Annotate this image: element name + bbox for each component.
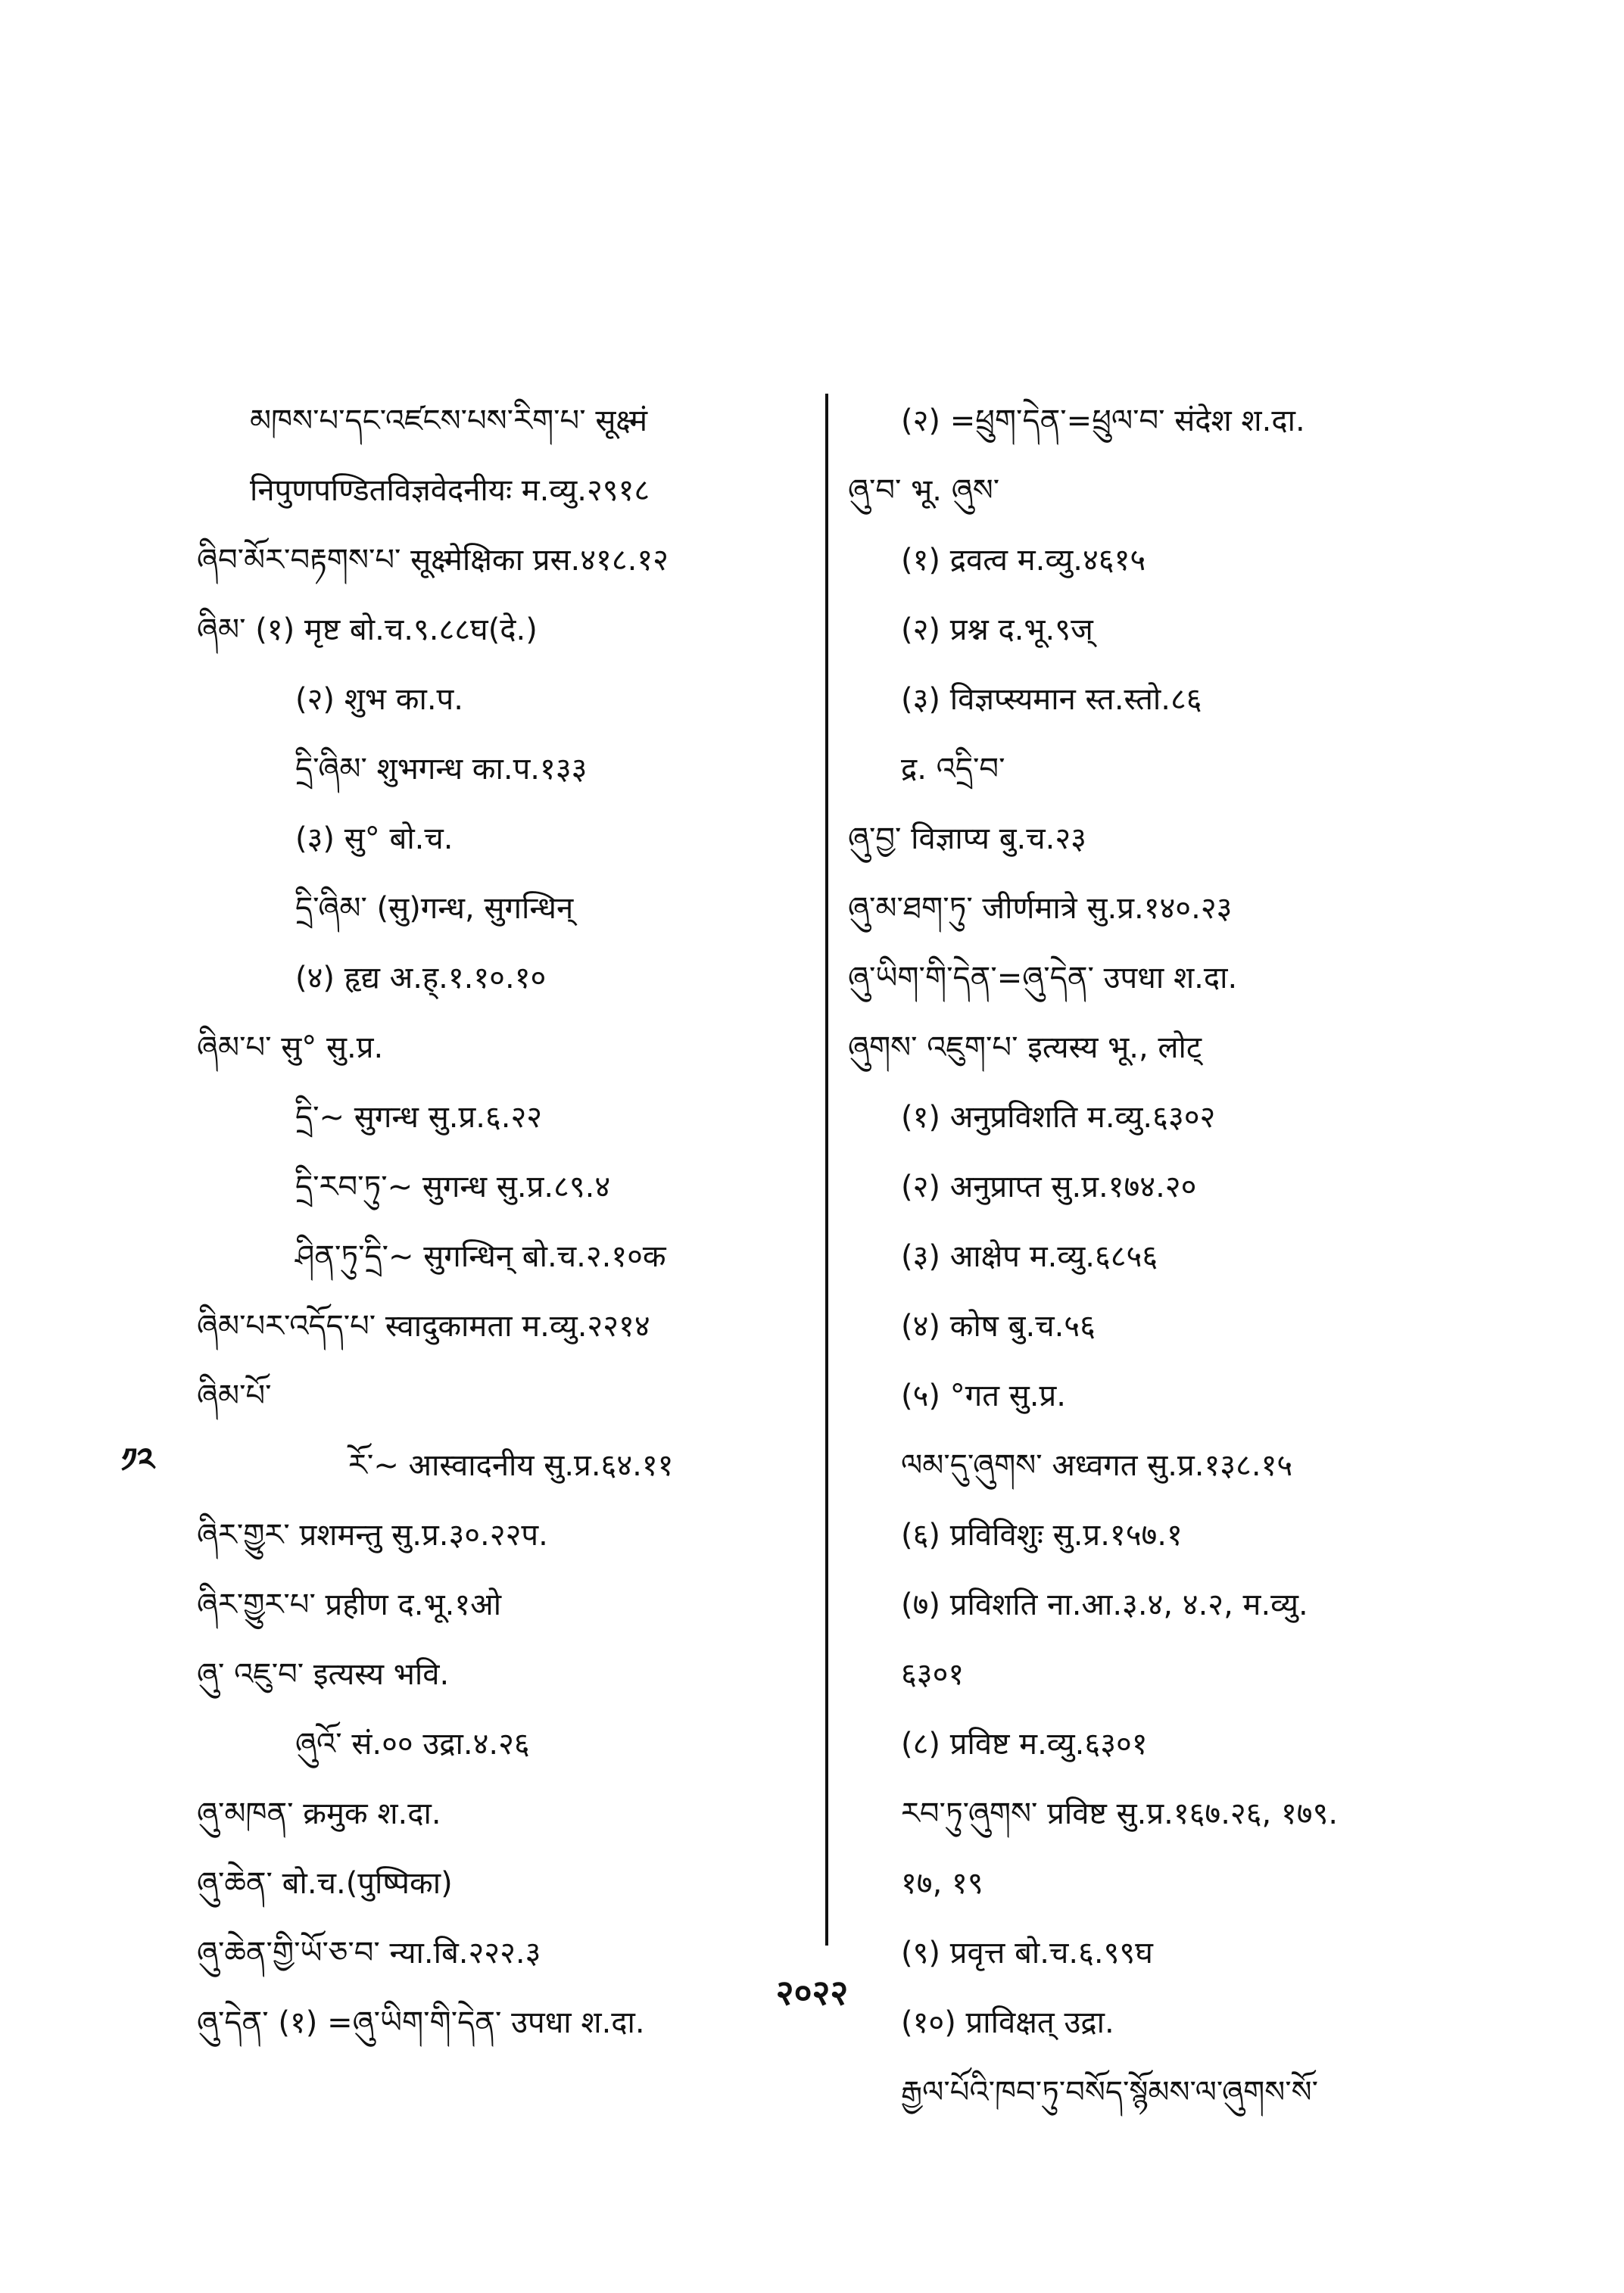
dictionary-entry-line: རྒྱལ་པོའི་ཁབ་ཏུ་བསོད་སྙོམས་ལ་ཞུགས་སོ་ [901, 2075, 1319, 2110]
dictionary-entry-line: རབ་ཏུ་ཞུགས་ प्रविष्ट सु.प्र.१६७.२६, १७९. [901, 1796, 1339, 1831]
dictionary-entry-line: ཞུ་བ་ भू. ཞུས་ [848, 473, 1000, 508]
page-number: २०२२ [775, 1972, 849, 2013]
dictionary-entry-line: ཞུ་མ་ཐག་ཏུ་ जीर्णमात्रे सु.प्र.१४०.२३ [848, 891, 1233, 926]
dictionary-entry-line: (३) आक्षेप म.व्यु.६८५६ [901, 1239, 1158, 1274]
dictionary-entry-line: ६३०१ [901, 1657, 965, 1692]
dictionary-entry-line: (२) अनुप्राप्त सु.प्र.१७४.२० [901, 1170, 1197, 1204]
dictionary-entry-line: (८) प्रविष्ट म.व्यु.६३०१ [901, 1727, 1148, 1762]
dictionary-entry-line: (२) =ཕྲུག་དེན་=ཕྲུལ་བ་ संदेश श.दा. [901, 403, 1305, 438]
dictionary-entry-line: ལམ་དུ་ཞུགས་ अध्वगत सु.प्र.१३८.१५ [901, 1448, 1293, 1483]
dictionary-entry-line: ཞུ་ འཇུ་བ་ इत्यस्य भवि. [197, 1657, 450, 1692]
dictionary-entry-line: निपुणपण्डितविज्ञवेदनीयः म.व्यु.२९१८ [250, 473, 650, 508]
dictionary-entry-line: १७, १९ [901, 1866, 983, 1901]
dictionary-entry-line: ཞུགས་ འཇུག་པ་ इत्यस्य भू., लोट् [848, 1030, 1202, 1065]
dictionary-entry-line: (१०) प्राविक्षत् उद्रा. [901, 2005, 1114, 2040]
dictionary-entry-line: (२) शुभ का.प. [295, 682, 463, 717]
dictionary-entry-line: ཞུ་ཆེན་གྱི་ཡོ་ཅ་བ་ न्या.बि.२२२.३ [197, 1936, 541, 1971]
dictionary-entry-line: ཞིར་གྱུར་ प्रशमन्तु सु.प्र.३०.२२प. [197, 1518, 548, 1553]
left-column [197, 386, 818, 2058]
dictionary-entry-line: ཞུ་ཡིག་གི་དེན་=ཞུ་དེན་ उपधा श.दा. [848, 961, 1238, 995]
dictionary-entry-line: ཤིན་ཏུ་དྲི་~ सुगन्धिन् बो.च.२.१०क [295, 1239, 666, 1274]
dictionary-entry-line: (९) प्रवृत्त बो.च.६.९९घ [901, 1936, 1153, 1971]
dictionary-entry-line: ཞིམ་པོ་ [197, 1379, 272, 1413]
dictionary-entry-line: རོ་~ आस्वादनीय सु.प्र.६४.११ [348, 1448, 674, 1483]
right-column [848, 386, 1476, 2127]
dictionary-entry-line: ཞུ་ཆེན་ बो.च.(पुष्पिका) [197, 1866, 453, 1901]
dictionary-entry-line: ཞུ་མཁན་ क्रमुक श.दा. [197, 1796, 441, 1831]
dictionary-entry-line: དྲི་~ सुगन्ध सु.प्र.६.२२ [295, 1100, 543, 1135]
dictionary-entry-line: དྲི་ཞིམ་ शुभगन्ध का.प.१३३ [295, 752, 588, 787]
dictionary-entry-line: (१) द्रवत्व म.व्यु.४६१५ [901, 543, 1146, 578]
dictionary-entry-line: ཞིབ་མོར་བརྟགས་པ་ सूक्ष्मेक्षिका प्रस.४१८.१२ [197, 543, 669, 578]
dictionary-entry-line: (७) प्रविशति ना.आ.३.४, ४.२, म.व्यु. [901, 1587, 1308, 1622]
dictionary-entry-line: (६) प्रविविशुः सु.प्र.१५७.१ [901, 1518, 1183, 1553]
dictionary-entry-line: མཁས་པ་དང་འཛངས་པས་རིག་པ་ सूक्ष्मं [250, 403, 648, 438]
dictionary-entry-line: ཞིར་གྱུར་པ་ प्रहीण द.भू.१ओ [197, 1587, 502, 1622]
dictionary-entry-line: དྲི་རབ་ཏུ་~ सुगन्ध सु.प्र.८९.४ [295, 1170, 611, 1204]
dictionary-entry-line: (४) कोष बु.च.५६ [901, 1309, 1096, 1344]
dictionary-entry-line: (१) अनुप्रविशति म.व्यु.६३०२ [901, 1100, 1216, 1135]
margin-mark: ༡༢ [121, 1441, 155, 1480]
dictionary-entry-line: ཞིམ་པ་ सु° सु.प्र. [197, 1030, 384, 1065]
dictionary-entry-line: དྲི་ཞིམ་ (सु)गन्ध, सुगन्धिन् [295, 891, 574, 926]
dictionary-entry-line: ཞུ་དེན་ (१) =ཞུ་ཡིག་གི་དེན་ उपधा श.दा. [197, 2005, 645, 2040]
dictionary-entry-line: ཞུའོ་ सं.०० उद्रा.४.२६ [295, 1727, 530, 1762]
dictionary-entry-line: ཞིམ་པར་འདོད་པ་ स्वादुकामता म.व्यु.२२१४ [197, 1309, 650, 1344]
dictionary-entry-line: ཞུ་བྱ་ विज्ञाप्य बु.च.२३ [848, 821, 1086, 856]
dictionary-entry-line: द्र. འདྲི་བ་ [901, 752, 1005, 787]
dictionary-entry-line: (२) प्रश्न द.भू.९ज् [901, 612, 1093, 647]
dictionary-entry-line: (३) विज्ञप्स्यमान स्त.स्तो.८६ [901, 682, 1202, 717]
column-divider [825, 394, 828, 1946]
dictionary-entry-line: (४) हृद्य अ.ह्.१.१०.१० [295, 961, 547, 995]
dictionary-entry-line: ཞིམ་ (१) मृष्ट बो.च.९.८८घ(दे.) [197, 612, 538, 647]
dictionary-entry-line: (३) सु° बो.च. [295, 821, 454, 856]
dictionary-entry-line: (५) °गत सु.प्र. [901, 1379, 1066, 1413]
